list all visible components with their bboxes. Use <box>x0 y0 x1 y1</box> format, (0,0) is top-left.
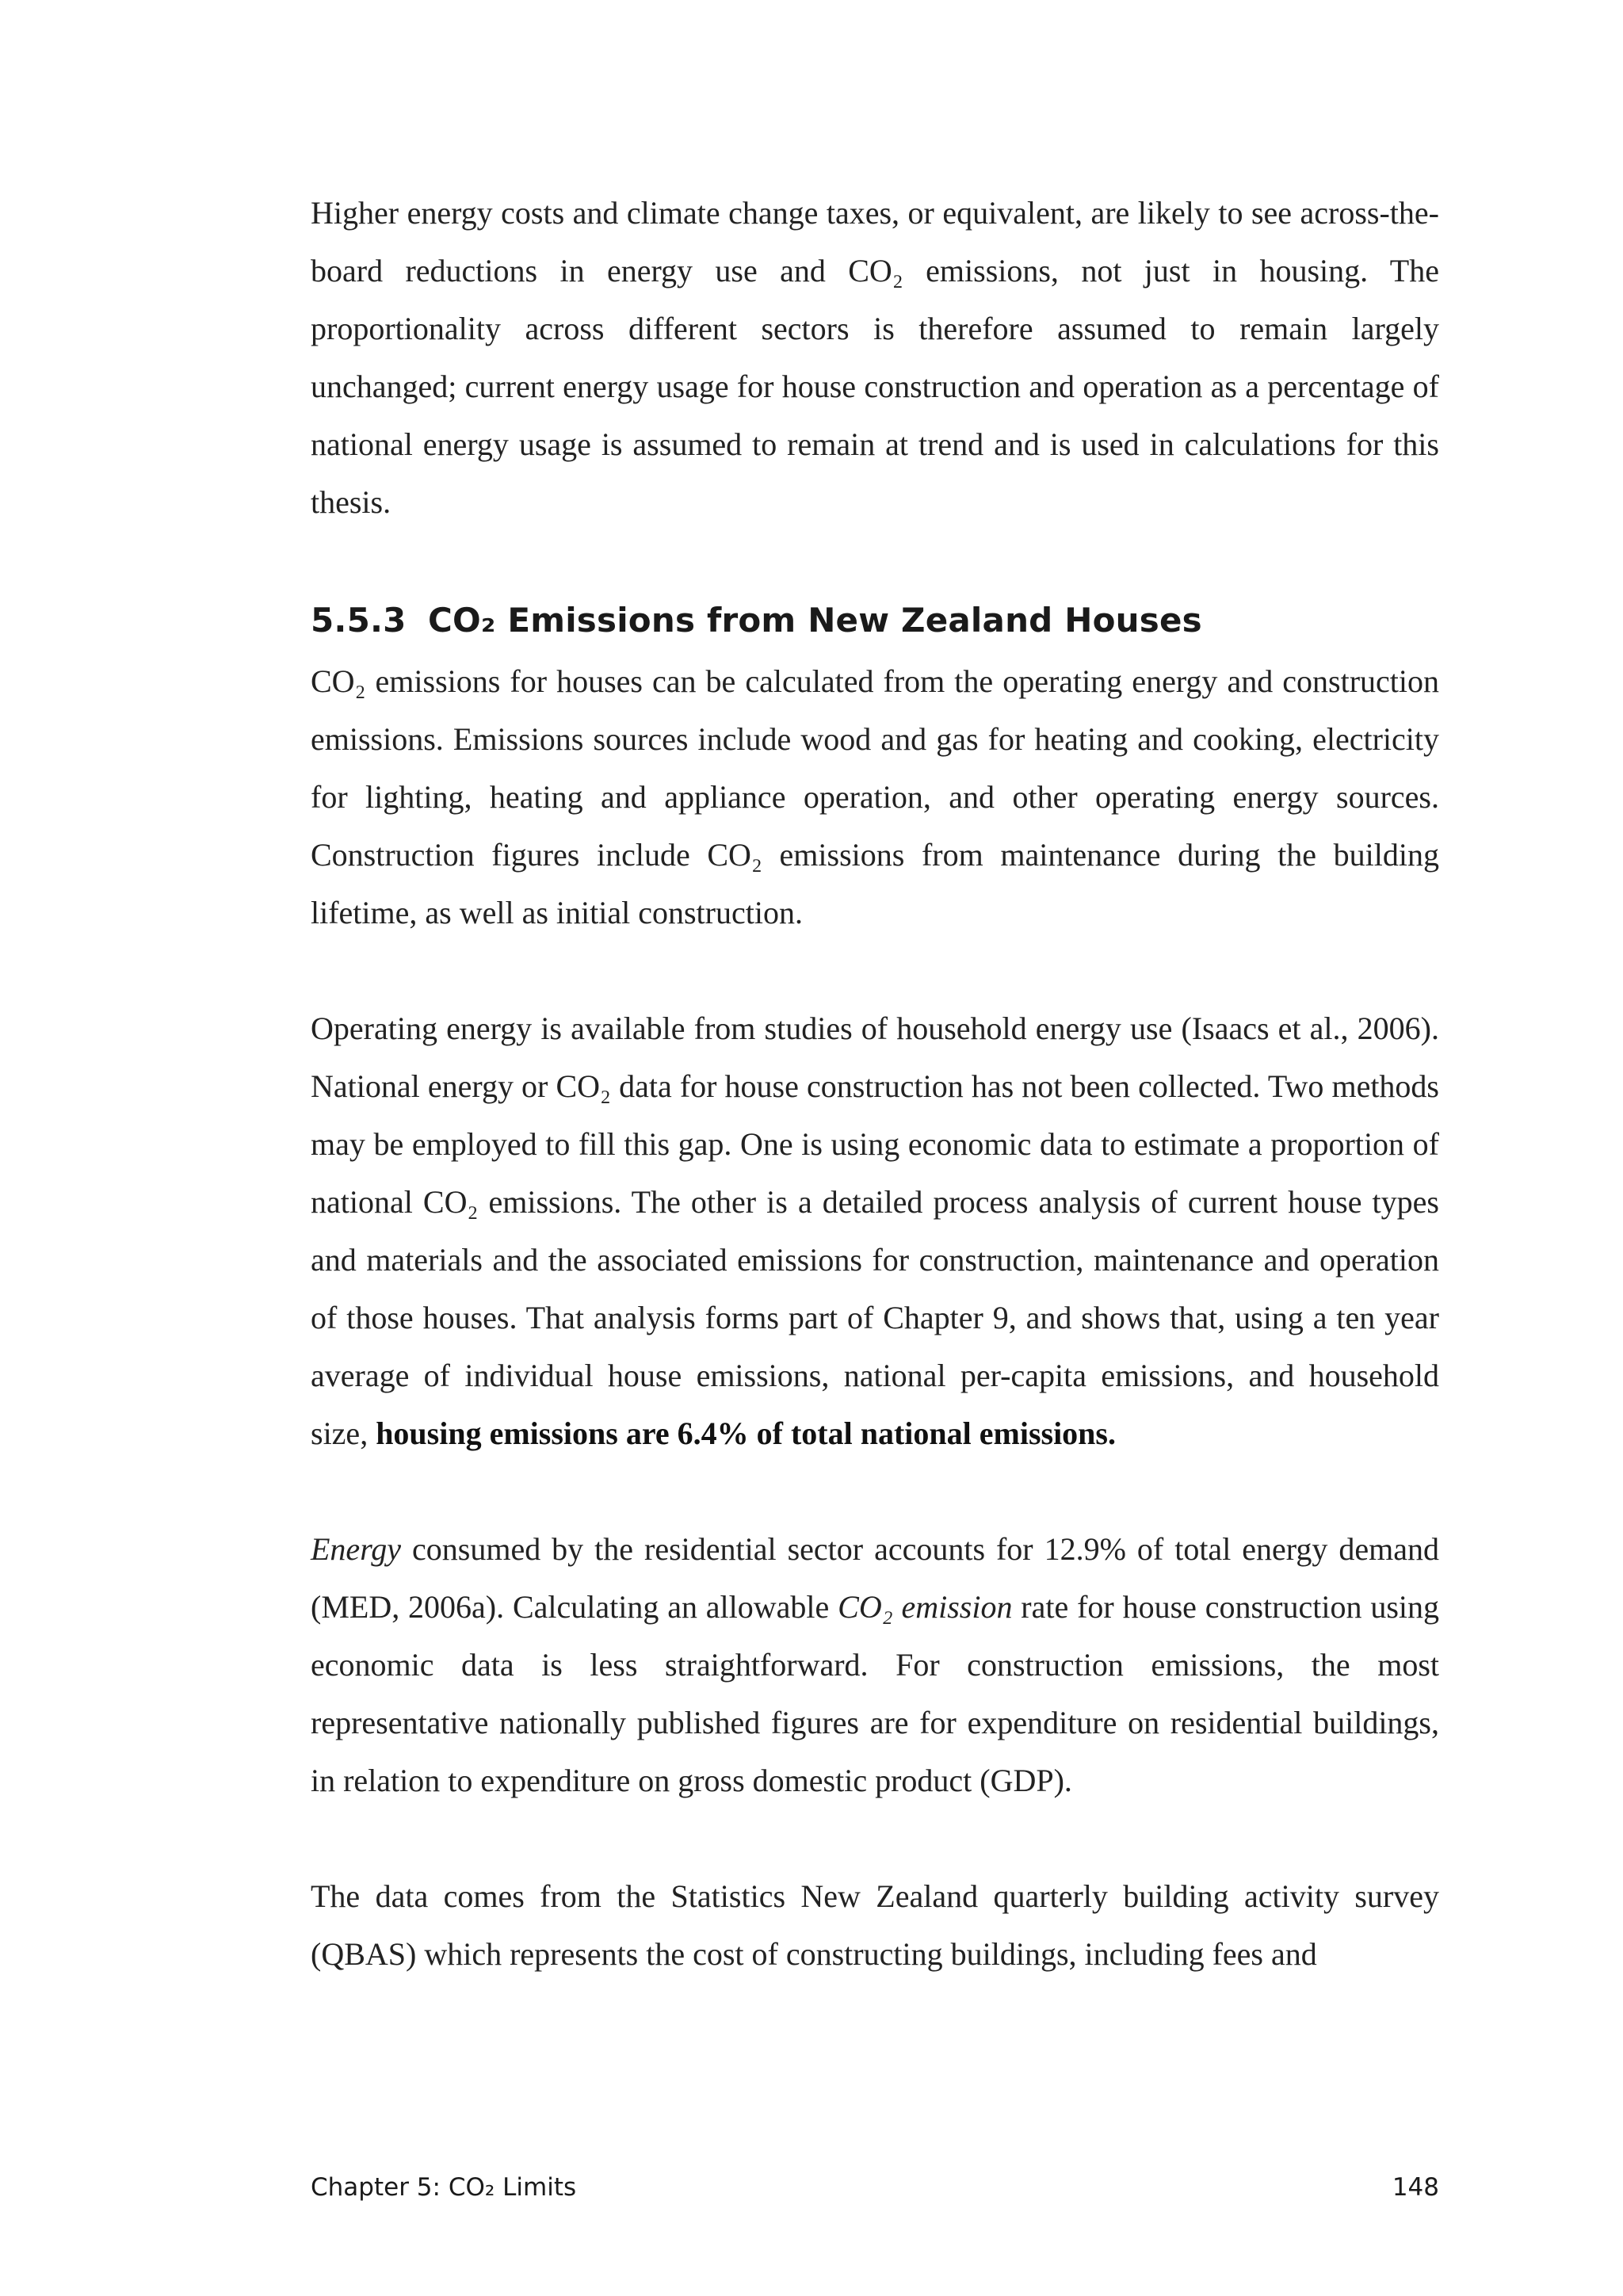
paragraph-qbas-data: The data comes from the Statistics New Zealand quarterly building activity survey (QBAS) which represents the cost of constructing buildings, including fees and <box>311 1878 1439 1972</box>
paragraph-residential-energy-text-b: rate for house construction using economic data is less straightforward. For construction emissions, the most representative nationally published figures are for expenditure on residential buildings, in relation to expenditure on gross domestic product (GDP). <box>311 1589 1439 1798</box>
paragraph-operating-energy <box>311 999 1439 1462</box>
paragraph-residential-energy <box>311 1520 1439 1809</box>
section-heading <box>311 589 1439 652</box>
footer-page-number: 148 <box>1392 2173 1439 2202</box>
section-number: 5.5.3 <box>311 601 407 640</box>
paragraph-operating-energy-text: Operating energy is available from studies of household energy use (Isaacs et al., 2006). National energy or CO₂ data for house construction has not been collected. Two methods may be employed to fill this gap. One is using economic data to estimate a proportion of national CO₂ emissions. The other is a detailed process analysis of current house types and materials and the associated emissions for construction, maintenance and operation of those houses. That analysis forms part of Chapter 9, and shows that, using a ten year average of individual house emissions, national per-capita emissions, and household size, <box>311 1010 1439 1451</box>
footer-chapter-title: Chapter 5: CO₂ Limits <box>311 2173 577 2202</box>
paragraph-residential-energy-text-a: consumed by the residential sector accounts for 12.9% of total energy demand (MED, 2006a). Calculating an allowable <box>311 1531 1439 1625</box>
paragraph-energy-costs: Higher energy costs and climate change taxes, or equivalent, are likely to see across-the-board reductions in energy use and CO₂ emissions, not just in housing. The proportionality across different sectors is therefore assumed to remain largely unchanged; current energy usage for house construction and operation as a percentage of national energy usage is assumed to remain at trend and is used in calculations for this thesis. <box>311 195 1439 520</box>
body-text <box>311 184 1439 1983</box>
energy-italic: Energy <box>311 1531 402 1567</box>
paragraph-co2-emissions: CO₂ emissions for houses can be calculated from the operating energy and construction emissions. Emissions sources include wood and gas for heating and cooking, electricity for lighting, heating and appliance operation, and other operating energy sources. Construction figures include CO₂ emissions from maintenance during the building lifetime, as well as initial construction. <box>311 663 1439 930</box>
housing-emissions-highlight: housing emissions are 6.4% of total national emissions. <box>376 1415 1116 1451</box>
co2-emission-italic: CO₂ emission <box>838 1589 1013 1625</box>
section-title: CO₂ Emissions from New Zealand Houses <box>428 601 1202 640</box>
